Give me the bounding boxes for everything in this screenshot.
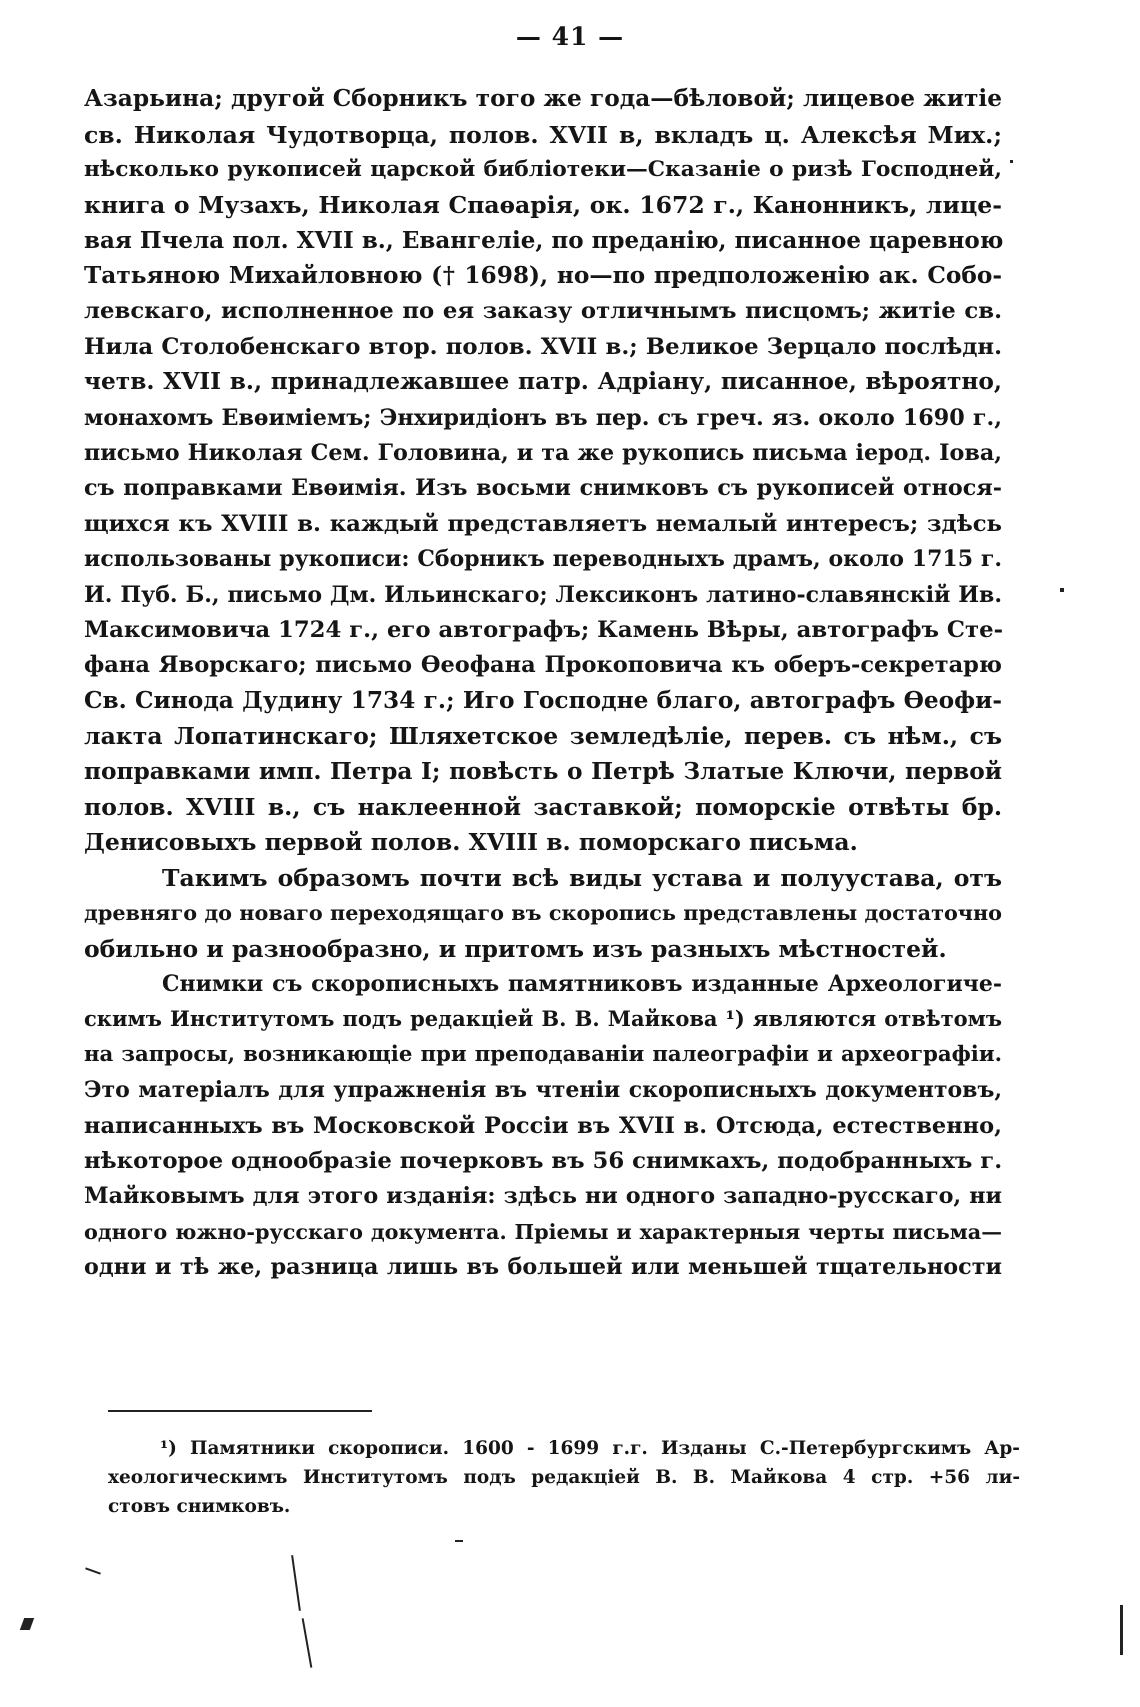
scan-mark <box>302 1618 313 1668</box>
footnote-divider <box>108 1410 372 1412</box>
text-line: Майковымъ для этого изданія: здѣсь ни одного западно-русскаго, ни <box>84 1183 1002 1209</box>
scan-mark <box>1120 1605 1123 1655</box>
text-line: скимъ Институтомъ подъ редакціей В. В. Майкова ¹) являются отвѣтомъ <box>84 1006 1002 1031</box>
text-line: И. Пуб. Б., письмо Дм. Ильинскаго; Лексиконъ латино-славянскій Ив. <box>84 582 1002 608</box>
text-line: книга о Музахъ, Николая Спаѳарія, ок. 1672 г., Канонникъ, лице- <box>84 191 1002 219</box>
text-line: письмо Николая Сем. Головина, и та же рукопись письма іерод. Іова, <box>84 440 1002 466</box>
text-line: одного южно-русскаго документа. Пріемы и характерныя черты письма— <box>84 1220 1002 1244</box>
scan-mark <box>20 1618 34 1630</box>
text-line: использованы рукописи: Сборникъ переводныхъ драмъ, около 1715 г. <box>84 546 1002 572</box>
text-line: Максимовича 1724 г., его автографъ; Камень Вѣры, автографъ Сте- <box>84 617 1004 643</box>
footnote-line: ¹) Памятники скорописи. 1600 - 1699 г.г. Изданы С.-Петербургскимъ Ар- <box>160 1438 1020 1459</box>
text-line: щихся къ XVIII в. каждый представляетъ немалый интересъ; здѣсь <box>84 511 1002 537</box>
text-line: древняго до новаго переходящаго въ скоропись представлены достаточно <box>84 901 1002 925</box>
footnote-line: хеологическимъ Институтомъ подъ редакціей В. В. Майкова 4 стр. +56 ли- <box>108 1467 1020 1488</box>
text-line: одни и тѣ же, разница лишь въ большей или меньшей тщательности <box>84 1254 1002 1280</box>
text-line: поправками имп. Петра I; повѣсть о Петрѣ Златые Ключи, первой <box>84 758 1002 785</box>
text-line: фана Яворскаго; письмо Ѳеофана Прокоповича къ оберъ-секретарю <box>84 652 1002 678</box>
scan-mark <box>291 1555 301 1611</box>
footnote-line: стовъ снимковъ. <box>108 1496 291 1517</box>
text-line: написанныхъ въ Московской Россіи въ XVII в. Отсюда, естественно, <box>84 1113 1002 1139</box>
text-line: Такимъ образомъ почти всѣ виды устава и полуустава, отъ <box>162 864 1002 892</box>
scan-mark <box>455 1540 463 1542</box>
text-line: обильно и разнообразно, и притомъ изъ разныхъ мѣстностей. <box>84 935 947 963</box>
text-line: на запросы, возникающіе при преподаваніи палеографіи и археографіи. <box>84 1042 1002 1067</box>
text-line: лакта Лопатинскаго; Шляхетское земледѣліе, перев. съ нѣм., съ <box>84 722 1002 750</box>
text-line: нѣсколько рукописей царской библіотеки—Сказаніе о ризѣ Господней, <box>84 157 1002 182</box>
text-line: Снимки съ скорописныхъ памятниковъ изданные Археологиче- <box>162 971 1002 997</box>
text-line: полов. XVIII в., съ наклеенной заставкой; поморскіе отвѣты бр. <box>84 793 1002 821</box>
text-line: Татьяною Михайловною († 1698), но—по предположенію ак. Собо- <box>84 262 1002 289</box>
scan-mark <box>1010 160 1013 163</box>
text-line: вая Пчела пол. XVII в., Евангеліе, по преданію, писанное царевною <box>84 227 1004 254</box>
text-line: нѣкоторое однообразіе почерковъ въ 56 снимкахъ, подобранныхъ г. <box>84 1148 1003 1174</box>
text-line: св. Николая Чудотворца, полов. XVII в, вкладъ ц. Алексѣя Мих.; <box>84 121 1002 149</box>
text-line: Азарьина; другой Сборникъ того же года—бѣловой; лицевое житіе <box>84 85 1002 112</box>
text-line: съ поправками Евѳимія. Изъ восьми снимковъ съ рукописей относя- <box>84 475 1002 501</box>
text-line: Это матеріалъ для упражненія въ чтеніи скорописныхъ документовъ, <box>84 1077 1002 1103</box>
page-number: — 41 — <box>515 22 625 51</box>
text-line: монахомъ Евѳиміемъ; Энхиридіонъ въ пер. съ греч. яз. около 1690 г., <box>84 405 1002 431</box>
text-line: Св. Синода Дудину 1734 г.; Иго Господне благо, автографъ Ѳеофи- <box>84 687 1002 714</box>
scan-mark <box>1060 588 1064 592</box>
text-line: левскаго, исполненное по ея заказу отличнымъ писцомъ; житіе св. <box>84 298 1002 324</box>
scan-mark <box>85 1567 101 1574</box>
text-line: Денисовыхъ первой полов. XVIII в. поморскаго письма. <box>84 828 858 856</box>
text-line: четв. XVII в., принадлежавшее патр. Адріану, писанное, вѣроятно, <box>84 368 1002 395</box>
text-line: Нила Столобенскаго втор. полов. XVII в.; Великое Зерцало послѣдн. <box>84 334 1002 360</box>
